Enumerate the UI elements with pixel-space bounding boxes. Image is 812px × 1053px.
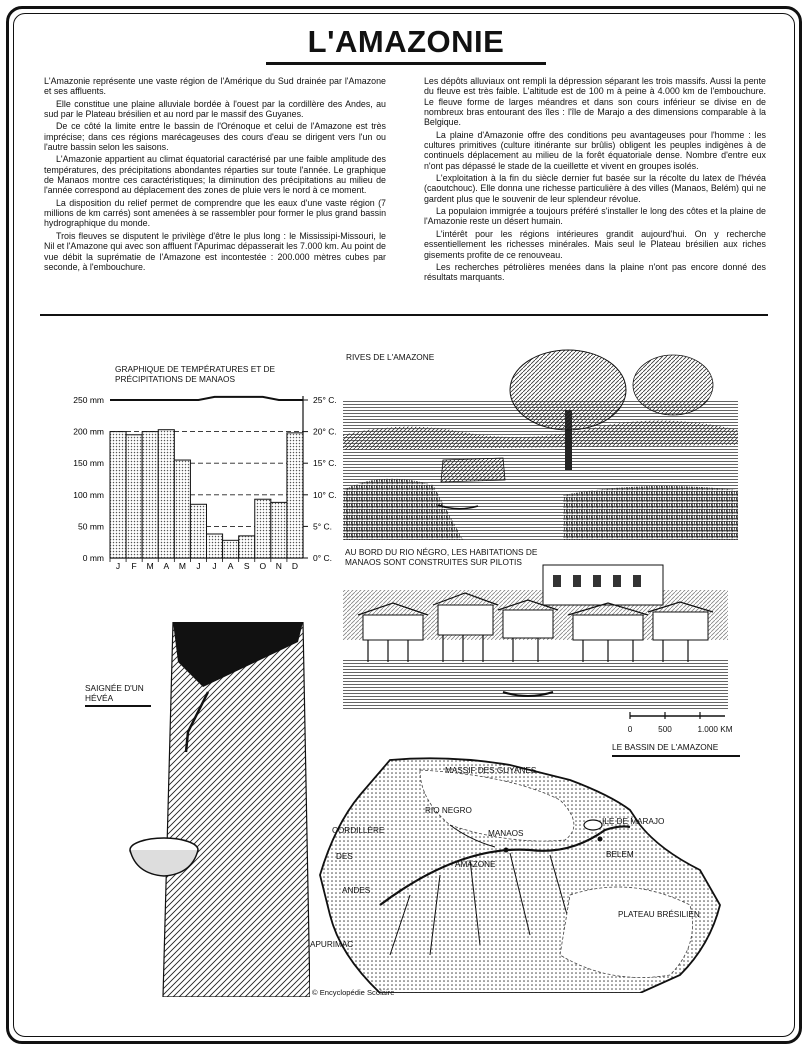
paragraph: L'Amazonie appartient au climat équatorial caractérisé par une faible amplitude des températures, des précipitations abondantes réparties sur toute l'année. Le graphique de Manaos montre ces caractéristiques; la diminution des précipitations au milieu de l'année correspond au déplacement des zones de pluie vers le nord à ce moment. bbox=[44, 154, 386, 196]
map-label-apurimac: APURIMAC bbox=[310, 940, 354, 949]
chart-bar bbox=[110, 432, 126, 558]
scale-label: 0 bbox=[627, 725, 633, 734]
illustration-caption-saignee: SAIGNÉE D'UN HÉVÉA bbox=[85, 683, 144, 703]
marajo-island bbox=[584, 820, 602, 830]
manaos-marker bbox=[504, 848, 509, 853]
paragraph: De ce côté la limite entre le bassin de l'Orénoque et celui de l'Amazone est très imprécise; dans ces régions marécageuses des cours d'eau se dirigent vers l'un ou l'autre bassin selon les saisons. bbox=[44, 121, 386, 153]
chart-bar bbox=[223, 540, 239, 558]
chart-month-label: M bbox=[178, 561, 186, 571]
scale-label: 500 bbox=[658, 725, 672, 734]
paragraph: Les dépôts alluviaux ont rempli la dépression séparant les trois massifs. Aussi la pente du fleuve est très faible. L'altitude est de 100 m à peine à 4.000 km de l'embouchure. Le fleuve forme de larges méandres et dans son cours inférieur se divise en de nombreux bras entourant des îles : l'île de Marajo a des dimensions comparable à la Belgique. bbox=[424, 76, 766, 128]
temperature-line-path bbox=[110, 397, 303, 400]
belem-marker bbox=[598, 837, 603, 842]
tree-canopy bbox=[510, 350, 626, 430]
amazon-basin-map bbox=[310, 755, 730, 993]
map-label-cordillere: CORDILLÈRE bbox=[332, 826, 385, 835]
chart-bar bbox=[207, 534, 223, 558]
chart-bars bbox=[110, 430, 303, 558]
chart-right-tick-label: 5° C. bbox=[313, 521, 332, 532]
manaos-stilt-houses-illustration bbox=[343, 560, 728, 710]
chart-left-tick-label: 250 mm bbox=[73, 395, 104, 405]
illustration-caption-rives: RIVES DE L'AMAZONE bbox=[346, 352, 435, 362]
map-label-amazone: AMAZONE bbox=[455, 860, 496, 869]
chart-bar bbox=[126, 435, 142, 558]
text-column-left bbox=[44, 76, 386, 274]
chart-left-tick-label: 150 mm bbox=[73, 458, 104, 469]
paragraph: L'Amazonie représente une vaste région de l'Amérique du Sud drainée par l'Amazone et ses affluents. bbox=[44, 76, 386, 97]
text-column-right bbox=[424, 76, 766, 285]
scale-label: 1.000 KM bbox=[697, 725, 733, 734]
chart-bar bbox=[190, 504, 206, 558]
river-water bbox=[343, 660, 728, 710]
chart-month-label: J bbox=[196, 561, 201, 571]
illustration-caption-rio-negro: AU BORD DU RIO NÉGRO, LES HABITATIONS DE MANAOS SONT CONSTRUITES SUR PILOTIS bbox=[345, 547, 538, 567]
paragraph: La populaion immigrée a toujours préféré s'installer le long des côtes et la plaine de l'Amazonie reste un désert humain. bbox=[424, 206, 766, 227]
right-bank-grass bbox=[563, 486, 738, 540]
chart-right-tick-label: 0° C. bbox=[313, 553, 332, 563]
chart-right-tick-label: 20° C. bbox=[313, 426, 337, 437]
copyright-notice: © Encyclopédie Scolaire bbox=[312, 988, 395, 997]
hut bbox=[441, 458, 505, 482]
title-underline bbox=[266, 62, 546, 65]
map-label-plateau: PLATEAU BRÉSILIEN bbox=[618, 910, 700, 919]
map-label-ile-marajo: ILE DE MARAJO bbox=[602, 817, 665, 826]
chart-title: GRAPHIQUE DE TEMPÉRATURES ET DE PRÉCIPITATIONS DE MANAOS bbox=[115, 364, 275, 384]
rives-amazone-illustration bbox=[343, 340, 738, 540]
tree-trunk bbox=[163, 622, 310, 997]
chart-month-label: J bbox=[115, 561, 121, 571]
chart-right-tick-label: 15° C. bbox=[313, 458, 337, 469]
chart-bar bbox=[255, 499, 271, 558]
map-label-manaos: MANAOS bbox=[488, 829, 524, 838]
chart-bar bbox=[142, 432, 158, 558]
chart-month-label: A bbox=[163, 561, 170, 571]
chart-bar bbox=[239, 536, 255, 558]
chart-bar bbox=[158, 430, 174, 558]
chart-month-label: F bbox=[131, 561, 137, 571]
chart-bar bbox=[174, 460, 190, 558]
paragraph: Elle constitue une plaine alluviale bordée à l'ouest par la cordillère des Andes, au sud par le Plateau brésilien et au nord par le massif des Guyanes. bbox=[44, 98, 386, 120]
chart-month-label: S bbox=[243, 561, 250, 571]
temperature-line bbox=[110, 397, 303, 400]
chart-left-tick-label: 200 mm bbox=[73, 426, 104, 437]
chart-right-tick-label: 10° C. bbox=[313, 489, 337, 500]
chart-month-label: D bbox=[291, 561, 299, 571]
chart-right-tick-label: 25° C. bbox=[313, 395, 337, 405]
paragraph: L'exploitation à la fin du siècle dernier fut basée sur la récolte du latex de l'hévéa (caoutchouc). Elle donna une richesse particulière à des villes (Manaos, Belém) qui ne gardent plus que le souvenir de leur splendeur révolue. bbox=[424, 173, 766, 204]
chart-left-tick-label: 50 mm bbox=[78, 521, 104, 532]
manaos-climate-chart bbox=[70, 382, 340, 582]
tree-canopy-right bbox=[633, 355, 713, 415]
chart-month-label: M bbox=[146, 561, 154, 571]
map-label-andes: ANDES bbox=[342, 886, 371, 895]
brazilian-plateau bbox=[560, 887, 693, 978]
chart-month-label: N bbox=[275, 561, 282, 571]
paragraph: Les recherches pétrolières menées dans la plaine n'ont pas encore donné des résultats marquants. bbox=[424, 261, 766, 283]
map-label-massif: MASSIF DES GUYANES bbox=[445, 766, 537, 775]
chart-month-label: O bbox=[259, 561, 267, 571]
map-label-belem: BELEM bbox=[606, 850, 634, 859]
paragraph: La plaine d'Amazonie offre des conditions peu avantageuses pour l'homme : les cultures primitives (culture itinérante sur brûlis) obligent les peuples indigènes à de continuels déplacement au milieu de la forêt équatoriale dense. Nombre d'entre eux n'ont pas dépassé le stade de la cueillette et vivent en groupes isolés. bbox=[424, 129, 766, 171]
map-caption: LE BASSIN DE L'AMAZONE bbox=[612, 742, 719, 752]
map-label-des: DES bbox=[336, 852, 353, 861]
chart-month-label: A bbox=[227, 561, 234, 571]
paragraph: Trois fleuves se disputent le privilège d'être le plus long : le Mississipi-Missouri, le Nil et l'Amazone qui avec son affluent l'Apurimac dépasserait les 7.000 km. Au point de vue débit la suprématie de l'Amazone est incontestée : 200.000 mètres cubes par seconde, à l'embouchure. bbox=[44, 230, 386, 272]
chart-bar bbox=[287, 433, 303, 558]
paragraph: La disposition du relief permet de comprendre que les eaux d'une vaste région (7 millions de km carrés) sont amenées à se rassembler pour former le plus grand bassin hydrographique du monde. bbox=[44, 197, 386, 229]
section-divider bbox=[40, 314, 768, 316]
chart-bar bbox=[271, 502, 287, 558]
chart-left-tick-label: 0 mm bbox=[82, 553, 104, 563]
paragraph: L'intérêt pour les régions intérieures grandit aujourd'hui. On y recherche essentiellement les richesses minérales. Mais seul le Plateau brésilien aux riches gisements profite de ce renouveau. bbox=[424, 228, 766, 260]
map-label-rio-negro: RIO NEGRO bbox=[425, 806, 472, 815]
page-title: L'AMAZONIE bbox=[307, 24, 505, 59]
amazon-basin-map-scale bbox=[620, 710, 750, 740]
chart-left-tick-label: 100 mm bbox=[73, 489, 104, 500]
hevea-tapping-illustration bbox=[128, 622, 310, 997]
chart-month-label: J bbox=[212, 561, 217, 571]
